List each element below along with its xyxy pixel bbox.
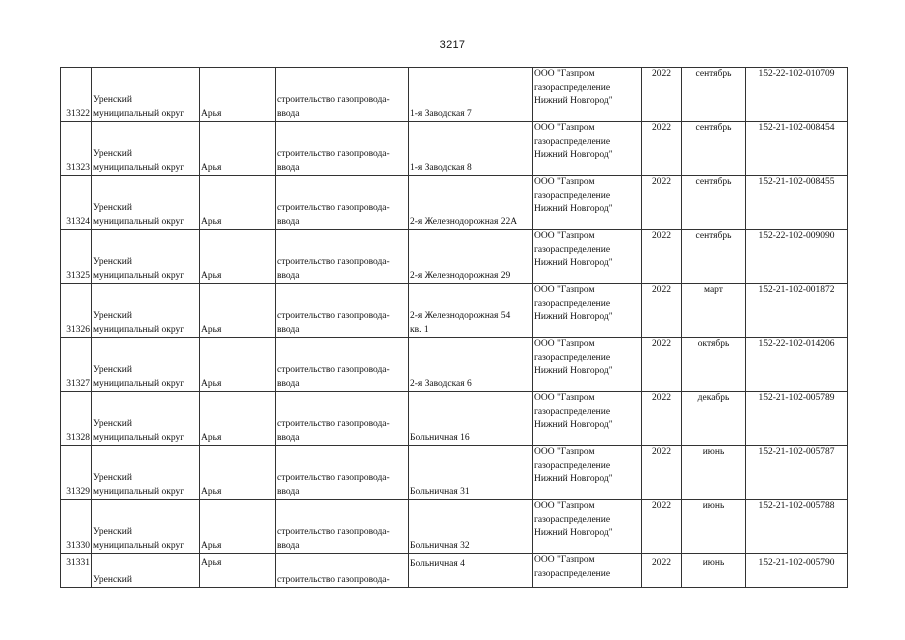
organization-cell: ООО "Газпром газораспределение Нижний Новгород" [533, 230, 642, 284]
address-cell: Больничная 31 [409, 446, 533, 500]
row-number: 31326 [61, 284, 92, 338]
address-cell: Больничная 32 [409, 500, 533, 554]
district-cell: Уренский муниципальный округ [92, 176, 200, 230]
year-cell: 2022 [642, 230, 682, 284]
month-cell: сентябрь [682, 122, 746, 176]
month-cell: сентябрь [682, 68, 746, 122]
address-cell: 2-я Железнодорожная 22А [409, 176, 533, 230]
table-row [61, 338, 848, 392]
organization-cell: ООО "Газпром газораспределение Нижний Новгород" [533, 446, 642, 500]
month-cell: сентябрь [682, 230, 746, 284]
row-number: 31322 [61, 68, 92, 122]
address-cell: 1-я Заводская 8 [409, 122, 533, 176]
settlement-cell: Арья [200, 230, 276, 284]
year-cell: 2022 [642, 68, 682, 122]
settlement-cell: Арья [200, 68, 276, 122]
settlement-cell: Арья [200, 284, 276, 338]
table-row [61, 122, 848, 176]
year-cell: 2022 [642, 500, 682, 554]
month-cell: июнь [682, 554, 746, 588]
month-cell: июнь [682, 446, 746, 500]
organization-cell: ООО "Газпром газораспределение Нижний Новгород" [533, 284, 642, 338]
table-row [61, 392, 848, 446]
district-cell: Уренский муниципальный округ [92, 446, 200, 500]
district-cell: Уренский [92, 554, 200, 588]
work-type-cell: строительство газопровода- ввода [276, 230, 409, 284]
year-cell: 2022 [642, 392, 682, 446]
table-row [61, 446, 848, 500]
row-number: 31323 [61, 122, 92, 176]
registry-code-cell: 152-22-102-009090 [746, 230, 848, 284]
year-cell: 2022 [642, 284, 682, 338]
settlement-cell: Арья [200, 554, 276, 588]
row-number: 31325 [61, 230, 92, 284]
work-type-cell: строительство газопровода- ввода [276, 446, 409, 500]
registry-code-cell: 152-21-102-005787 [746, 446, 848, 500]
work-type-cell: строительство газопровода- ввода [276, 392, 409, 446]
district-cell: Уренский муниципальный округ [92, 392, 200, 446]
work-type-cell: строительство газопровода- [276, 554, 409, 588]
address-cell: 2-я Железнодорожная 29 [409, 230, 533, 284]
row-number: 31328 [61, 392, 92, 446]
table-row [61, 230, 848, 284]
district-cell: Уренский муниципальный округ [92, 122, 200, 176]
work-type-cell: строительство газопровода- ввода [276, 284, 409, 338]
settlement-cell: Арья [200, 392, 276, 446]
table-row [61, 68, 848, 122]
organization-cell: ООО "Газпром газораспределение Нижний Новгород" [533, 392, 642, 446]
work-type-cell: строительство газопровода- ввода [276, 68, 409, 122]
district-cell: Уренский муниципальный округ [92, 68, 200, 122]
registry-code-cell: 152-21-102-008455 [746, 176, 848, 230]
work-type-cell: строительство газопровода- ввода [276, 338, 409, 392]
gas-pipeline-registry-table [60, 67, 848, 588]
year-cell: 2022 [642, 446, 682, 500]
row-number: 31329 [61, 446, 92, 500]
settlement-cell: Арья [200, 122, 276, 176]
page-number: 3217 [439, 39, 466, 51]
month-cell: октябрь [682, 338, 746, 392]
address-cell: Больничная 4 [409, 554, 533, 588]
work-type-cell: строительство газопровода- ввода [276, 122, 409, 176]
settlement-cell: Арья [200, 500, 276, 554]
table-row [61, 500, 848, 554]
registry-code-cell: 152-21-102-005790 [746, 554, 848, 588]
year-cell: 2022 [642, 176, 682, 230]
registry-code-cell: 152-22-102-014206 [746, 338, 848, 392]
year-cell: 2022 [642, 554, 682, 588]
year-cell: 2022 [642, 338, 682, 392]
organization-cell: ООО "Газпром газораспределение Нижний Новгород" [533, 122, 642, 176]
year-cell: 2022 [642, 122, 682, 176]
organization-cell: ООО "Газпром газораспределение [533, 554, 642, 588]
registry-code-cell: 152-21-102-001872 [746, 284, 848, 338]
district-cell: Уренский муниципальный округ [92, 500, 200, 554]
address-cell: 2-я Железнодорожная 54 кв. 1 [409, 284, 533, 338]
district-cell: Уренский муниципальный округ [92, 230, 200, 284]
settlement-cell: Арья [200, 338, 276, 392]
table-row [61, 176, 848, 230]
row-number: 31324 [61, 176, 92, 230]
organization-cell: ООО "Газпром газораспределение Нижний Новгород" [533, 68, 642, 122]
address-cell: 1-я Заводская 7 [409, 68, 533, 122]
row-number: 31327 [61, 338, 92, 392]
table-row [61, 284, 848, 338]
month-cell: сентябрь [682, 176, 746, 230]
work-type-cell: строительство газопровода- ввода [276, 176, 409, 230]
registry-code-cell: 152-21-102-008454 [746, 122, 848, 176]
address-cell: 2-я Заводская 6 [409, 338, 533, 392]
row-number: 31330 [61, 500, 92, 554]
organization-cell: ООО "Газпром газораспределение Нижний Новгород" [533, 338, 642, 392]
row-number: 31331 [61, 554, 92, 588]
registry-code-cell: 152-21-102-005788 [746, 500, 848, 554]
registry-code-cell: 152-22-102-010709 [746, 68, 848, 122]
organization-cell: ООО "Газпром газораспределение Нижний Новгород" [533, 176, 642, 230]
settlement-cell: Арья [200, 176, 276, 230]
address-cell: Больничная 16 [409, 392, 533, 446]
month-cell: июнь [682, 500, 746, 554]
table-row [61, 554, 848, 588]
work-type-cell: строительство газопровода- ввода [276, 500, 409, 554]
district-cell: Уренский муниципальный округ [92, 284, 200, 338]
month-cell: март [682, 284, 746, 338]
district-cell: Уренский муниципальный округ [92, 338, 200, 392]
registry-code-cell: 152-21-102-005789 [746, 392, 848, 446]
settlement-cell: Арья [200, 446, 276, 500]
organization-cell: ООО "Газпром газораспределение Нижний Новгород" [533, 500, 642, 554]
month-cell: декабрь [682, 392, 746, 446]
